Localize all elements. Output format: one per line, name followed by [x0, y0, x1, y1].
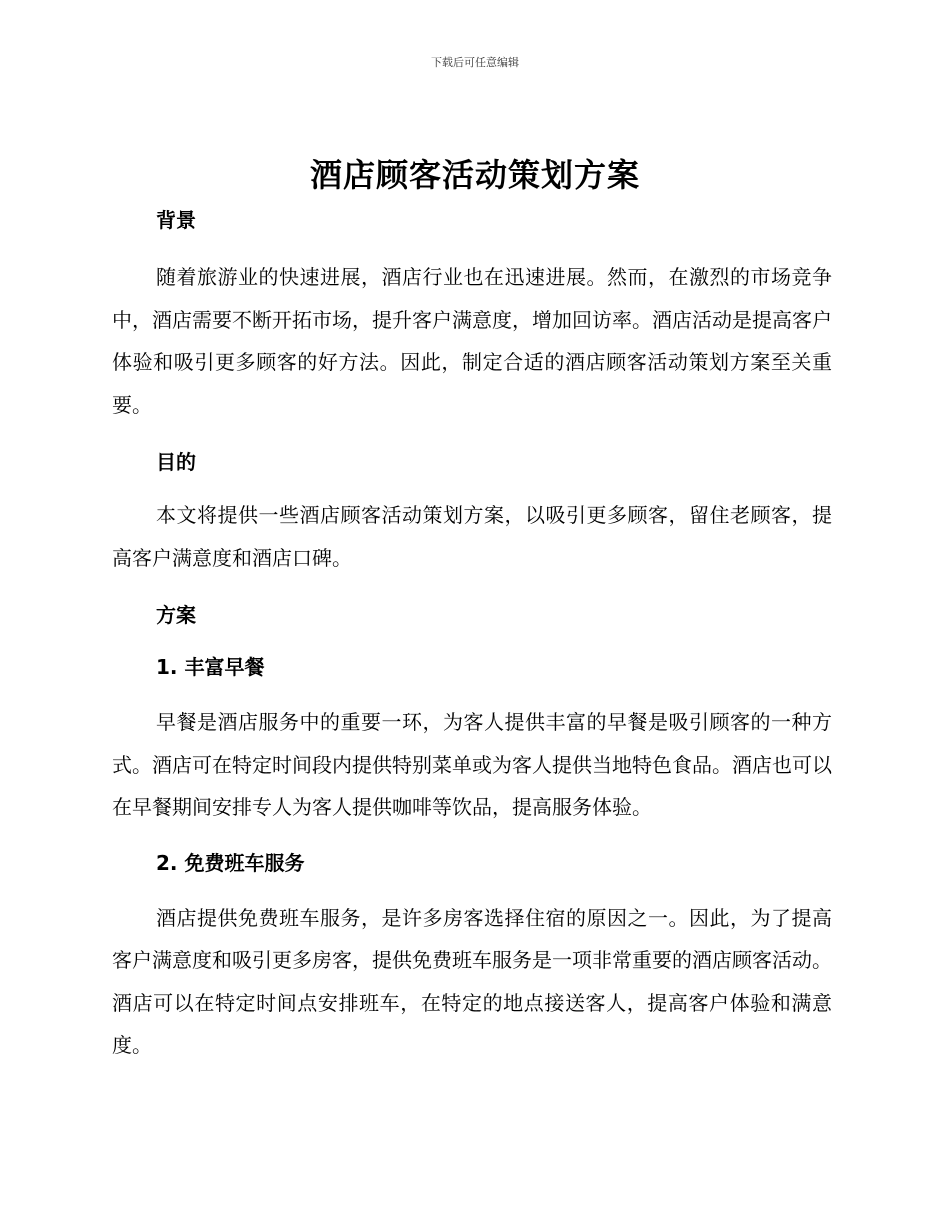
plan-item-text-breakfast: 早餐是酒店服务中的重要一环，为客人提供丰富的早餐是吸引顾客的一种方式。酒店可在特定时间段内提供特别菜单或为客人提供当地特色食品。酒店也可以在早餐期间安排专人为客人提供咖啡等饮品，提高服务体验。: [112, 710, 832, 819]
section-heading-plan: 方案: [156, 603, 196, 627]
plan-item-text-shuttle: 酒店提供免费班车服务，是许多房客选择住宿的原因之一。因此，为了提高客户满意度和吸引更多房客，提供免费班车服务是一项非常重要的酒店顾客活动。酒店可以在特定时间点安排班车，在特定的地点接送客人，提高客户体验和满意度。: [112, 905, 832, 1057]
document-body: [112, 204, 832, 1067]
plan-item-heading-shuttle: 2. 免费班车服务: [156, 850, 305, 875]
header-note: 下载后可任意编辑: [431, 56, 519, 69]
section-heading-background: 背景: [156, 208, 196, 232]
section-text-purpose: 本文将提供一些酒店顾客活动策划方案，以吸引更多顾客，留住老顾客，提高客户满意度和酒店口碑。: [112, 503, 832, 570]
section-heading-purpose: 目的: [156, 450, 196, 474]
document-title: 酒店顾客活动策划方案: [309, 156, 640, 194]
section-text-background: 随着旅游业的快速进展，酒店行业也在迅速进展。然而，在激烈的市场竞争中，酒店需要不断开拓市场，提升客户满意度，增加回访率。酒店活动是提高客户体验和吸引更多顾客的好方法。因此，制定合适的酒店顾客活动策划方案至关重要。: [112, 265, 832, 417]
plan-item-heading-breakfast: 1. 丰富早餐: [156, 655, 265, 679]
